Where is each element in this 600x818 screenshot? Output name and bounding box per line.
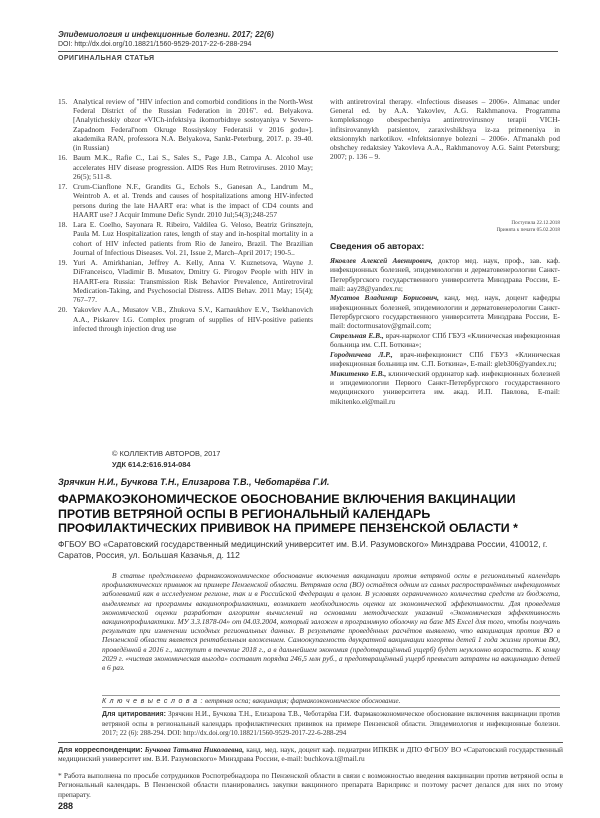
authors-info-list: [330, 256, 560, 406]
author-details: доктор мед. наук, проф., зав. каф. инфекционных болезней, эпидемиологии и дерматовенерологии Санкт-Петербургского государственного университета Минздрава России, E-mail: aay28@yandex.ru;: [330, 256, 560, 293]
author-details: канд. мед. наук, доцент кафедры инфекционных болезней, эпидемиологии и дерматовенерологии Санкт-Петербургского государственного университета Минздрава России, E-mail: doctormusatov@gmail.com;: [330, 293, 560, 331]
references-left-column: [58, 97, 313, 334]
footnote: * Работа выполнена по просьбе сотрудников Роспотребнадзора по Пензенской области в связи с возможностью введения вакцинации против ветряной оспы в Региональный календарь. В Пензенской области планировались закупки вакцинного препарата Варилрикс и поэтому расчет делался для них по этому препарату.: [58, 771, 563, 799]
correspondence: [58, 742, 563, 764]
abstract: В статье представлено фармакоэкономическое обоснование включения вакцинации против ветряной оспы в региональный календарь профилактических прививок на примере Пензенской области. Ветряная оспа (ВО) остаётся одним из самых распространённых инфекционных заболеваний как в исследуемом регионе, так и в Российской Федерации в целом. В условиях ограниченного количества средств из бюджета, выделяемых на программы вакцинопрофилактики, возникает необходимость оценки их экономической эффективности. Для проведения экономической оценки разработан алгоритм вычислений на основании методических указаний «Экономическая эффективность вакцинопрофилактики. МУ 3.3.1878-04» от 04.03.2004, который заложен в программную оболочку на базе MS Excel для того, чтобы получать результат при изменении исходных региональных данных. В результате проведённых расчётов выявлено, что вакцинация против ВО в Пензенской области является рентабельным вложением. Самоокупаемость двукратной вакцинации когорты детей 1 года жизни против ВО, проведённой в 2016 г., наступит в течение 2018 г., а в дальнейшем экономия (предотвращённый ущерб) будет неуклонно возрастать. К концу 2029 г. «чистая экономическая выгода» составит порядка 246,5 млн руб., а предотвращённый ущерб превысит затраты на вакцинацию детей в 6 раз.: [102, 571, 560, 673]
author-details: врач-нарколог СПб ГБУЗ «Клиническая инфекционная больница им. С.П. Боткина»;: [330, 330, 560, 350]
author-name: Городничева Л.Р.,: [330, 349, 393, 359]
citation-label: Для цитирования:: [102, 711, 166, 718]
author-name: Мусатов Владимир Борисович,: [330, 293, 439, 303]
correspondence-label: Для корреспонденции:: [58, 745, 143, 754]
author-details: клинический ординатор каф. инфекционных болезней и эпидемиологии Первого Санкт-Петербургского государственного медицинского университета им. акад. И.П. Павлова, E-mail: mikitenko.el@mail.ru: [330, 368, 560, 406]
correspondence-text: канд. мед. наук, доцент каф. педиатрии ИПКВК и ДПО ФГБОУ ВО «Саратовский государственный медицинский университет им. В.И. Разумовского» Минздрава России, e-mail: buchkova.t@mail.ru: [58, 745, 563, 764]
author-name: Стрельная Е.В.,: [330, 330, 384, 340]
journal-title: Эпидемиология и инфекционные болезни. 2017; 22(6): [58, 30, 274, 39]
author-entry: [330, 293, 560, 330]
reference-number: 20.: [58, 305, 68, 315]
udk-code: УДК 614.2:616.914-084: [112, 460, 191, 469]
received-dates: [330, 220, 560, 234]
reference-number: 16.: [58, 153, 68, 163]
authors-info-heading: Сведения об авторах:: [330, 241, 425, 251]
reference-item: [58, 97, 313, 152]
page-number: 288: [58, 801, 74, 811]
doi-line: DOI: http://dx.doi.org/10.18821/1560-9529-2017-22-6-288-294: [58, 41, 252, 48]
abstract-rule-bottom: [102, 707, 560, 708]
reference-text: Lara E. Coelho, Sayonara R. Ribeiro, Valdilea G. Veloso, Beatriz Grinsztejn, Paula M. Luz Hospitalization rates, length of stay and in-hospital mortality in a cohort of HIV infected patients from Rio de Janeiro, Brazil. The Brazilian Journal of Infectious Diseases. Vol. 21, Issue 2, March–April 2017; 190-5..: [73, 220, 313, 257]
article-authors: Зрячкин Н.И., Бучкова Т.Н., Елизарова Т.В., Чеботарёва Г.И.: [58, 477, 330, 487]
author-entry: [330, 350, 560, 369]
running-header: [58, 30, 558, 63]
reference-text: Yakovlev A.A., Musatov V.B., Zhukova S.V., Karnaukhov E.V., Tsekhanovich A.A., Piskarev I.G. Complex program of supplies of HIV-positive patients infected through injection drug use: [73, 305, 313, 333]
author-entry: [330, 369, 560, 406]
author-entry: [330, 331, 560, 350]
reference-number: 18.: [58, 220, 68, 230]
reference-text: Analytical review of "HIV infection and comorbid conditions in the North-West Federal District of the Russian Federation in 2016". ed. Belyakova. [Analyticheskiy obzor «VICh-infektsiya ikomorbidnye sostoyaniya v Severo-Zapadnom Federal'nom Okruge Rossiyskoy Federatsii v 2016 godu»]. akademika RAN, professora N.A. Belyakova, Sankt-Peterburg, 2017. p. 39-40. (in Russian): [73, 97, 313, 153]
reference-item: [58, 153, 313, 181]
author-name: Яковлев Алексей Авенирович,: [330, 256, 433, 265]
affiliation: ФГБОУ ВО «Саратовский государственный медицинский университет им. В.И. Разумовского» Минздрава России, 410012, г. Саратов, Россия, ул. Большая Казачья, д. 112: [58, 539, 548, 560]
reference-item: [58, 258, 313, 304]
article-title: ФАРМАКОЭКОНОМИЧЕСКОЕ ОБОСНОВАНИЕ ВКЛЮЧЕНИЯ ВАКЦИНАЦИИ ПРОТИВ ВЕТРЯНОЙ ОСПЫ В РЕГИОНАЛЬНЫЙ КАЛЕНДАРЬ ПРОФИЛАКТИЧЕСКИХ ПРИВИВОК НА ПРИМЕРЕ ПЕНЗЕНСКОЙ ОБЛАСТИ *: [58, 492, 518, 536]
copyright: © КОЛЛЕКТИВ АВТОРОВ, 2017: [112, 449, 221, 458]
received-date: Поступила 22.12.2018: [511, 220, 560, 226]
author-entry: [330, 256, 560, 293]
abstract-rule-top: [102, 695, 560, 696]
reference-item: [58, 220, 313, 257]
references-right-column: with antiretroviral therapy. «Infectious diseases – 2006». Almanac under General ed. by A.A. Yakovlev, A.G. Rakhmanova. Programma kompleksnogo obespecheniya antiretrovirusnoy terapii VICH-infitsirovannykh patsientov, zaraxivshikhsya iz-za primeneniya in ektsionnykh narkotikov. «Infektsionnye bolezni – 2006». Al'manakh pod obshchey redaktsiey Yakovleva A.A., Rakhmanovoy A.G. Saint Petersburg; 2007; p. 136 – 9.: [330, 97, 560, 162]
reference-text: Baum M.K., Rafie C., Lai S., Sales S., Page J.B., Campa A. Alcohol use accelerates HIV disease progression. AIDS Res Hum Retroviruses. 2010 May; 26(5); 511-8.: [73, 153, 313, 181]
accepted-date: Принята к печати 05.02.2018: [496, 227, 560, 233]
reference-text: Yuri A. Amirkhanian, Jeffrey A. Kelly, Anna V. Kuznetsova, Wayne J. DiFranceisco, Vladimir B. Musatov, Dmitry G. Pirogov People with HIV in HAART-era Russia: Transmission Risk Behavior Prevalence, Antiretroviral Medication-Taking, and Psychosocial Distress. AIDS Behav. 2011 May; 15(4); 767–77.: [73, 258, 313, 305]
keywords-value: ветряная оспа; вакцинация; фармакоэкономическое обоснование.: [203, 697, 401, 705]
correspondence-name: Бучкова Татьяна Николаевна,: [142, 745, 245, 754]
citation-text: Зрячкин Н.И., Бучкова Т.Н., Елизарова Т.В., Чеботарёва Г.И. Фармакоэкономическое обоснование включения вакцинации против ветряной оспы в региональный календарь профилактических прививок на примере Пензенской области. Эпидемиология и инфекционные болезни. 2017; 22 (6): 288-294. DOI: http://dx.doi.org/10.18821/1560-9529-2017-22-6-288-294: [102, 710, 560, 737]
author-details: врач-инфекционист СПб ГБУЗ «Клиническая инфекционная больница им. С.П. Боткина», E-mail: glebЗ06@yandex.ru;: [330, 349, 560, 369]
keywords-label: К л ю ч е в ы е с л о в а :: [102, 698, 204, 705]
header-rule: [58, 51, 558, 52]
reference-item: [58, 305, 313, 333]
citation: [102, 710, 560, 737]
reference-text: Crum-Cianflone N.F., Grandits G., Echols S., Ganesan A., Landrum M., Weintrob A. et al. Trends and causes of hospitalizations among HIV-infected persons during the late HAART era: what is the impact of CD4 counts and HAART use? J Acquir Immune Defic Syndr. 2010 Jul;54(3);248-257: [73, 182, 313, 219]
reference-number: 17.: [58, 182, 68, 192]
reference-number: 19.: [58, 258, 68, 268]
section-label: ОРИГИНАЛЬНАЯ СТАТЬЯ: [58, 55, 155, 62]
reference-item: [58, 182, 313, 219]
author-name: Микитенко Е.В.,: [330, 368, 387, 378]
reference-number: 15.: [58, 97, 68, 106]
keywords: [102, 697, 560, 706]
